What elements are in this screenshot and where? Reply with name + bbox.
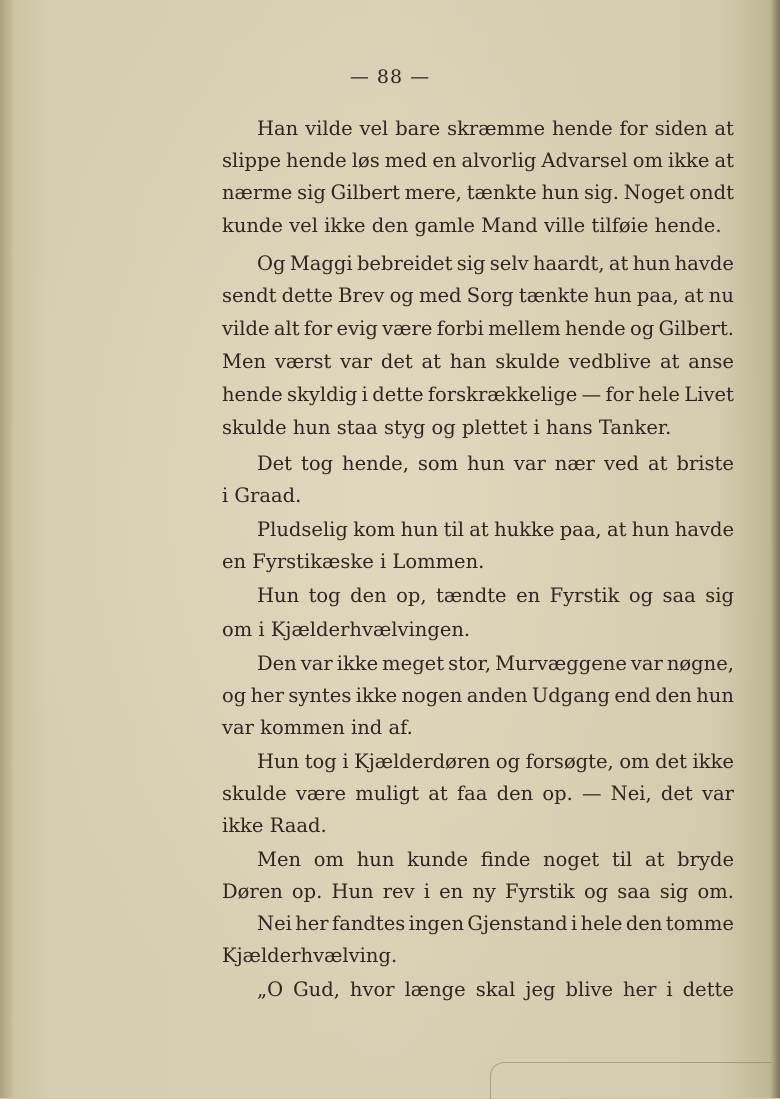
text-line: nærme sig Gilbert mere, tænkte hun sig. Noget ondt (222, 181, 734, 204)
paper-fold-mark (490, 1062, 771, 1099)
text-line: kunde vel ikke den gamle Mand ville tilføie hende. (222, 214, 722, 237)
text-line: vilde alt for evig være forbi mellem hende og Gilbert. (222, 317, 734, 340)
text-line: Kjælderhvælving. (222, 944, 398, 967)
text-line: Hun tog i Kjælderdøren og forsøgte, om det ikke (257, 750, 734, 773)
page-number: — 88 — (349, 66, 431, 88)
text-line: om i Kjælderhvælvingen. (222, 618, 471, 641)
text-line: i Graad. (222, 484, 302, 507)
text-line: Det tog hende, som hun var nær ved at briste (257, 452, 734, 475)
text-line: skulde være muligt at faa den op. — Nei, det var (222, 782, 734, 805)
text-line: var kommen ind af. (222, 716, 413, 739)
text-line: skulde hun staa styg og plettet i hans Tanker. (222, 416, 672, 439)
text-line: Pludselig kom hun til at hukke paa, at hun havde (257, 518, 734, 541)
text-line: „O Gud, hvor længe skal jeg blive her i dette (257, 978, 734, 1001)
text-line: ikke Raad. (222, 814, 327, 837)
text-line: sendt dette Brev og med Sorg tænkte hun paa, at nu (222, 284, 734, 307)
text-line: en Fyrstikæske i Lommen. (222, 550, 485, 573)
text-line: Hun tog den op, tændte en Fyrstik og saa sig (257, 584, 734, 607)
page-left-edge-shadow (0, 0, 14, 1098)
page-right-edge-shadow (770, 0, 780, 1098)
text-line: Han vilde vel bare skræmme hende for siden at (257, 117, 734, 140)
text-line: Men om hun kunde finde noget til at bryde (257, 848, 734, 871)
text-line: Den var ikke meget stor, Murvæggene var nøgne, (257, 652, 734, 675)
text-line: Men værst var det at han skulde vedblive at anse (222, 350, 734, 373)
text-line: Og Maggi bebreidet sig selv haardt, at hun havde (257, 252, 734, 275)
text-line: hende skyldig i dette forskrækkelige — for hele Livet (222, 383, 734, 406)
text-line: Døren op. Hun rev i en ny Fyrstik og saa sig om. (222, 880, 734, 903)
text-line: Nei her fandtes ingen Gjenstand i hele den tomme (257, 912, 734, 935)
text-line: og her syntes ikke nogen anden Udgang end den hun (222, 684, 734, 707)
text-line: slippe hende løs med en alvorlig Advarsel om ikke at (222, 149, 734, 172)
